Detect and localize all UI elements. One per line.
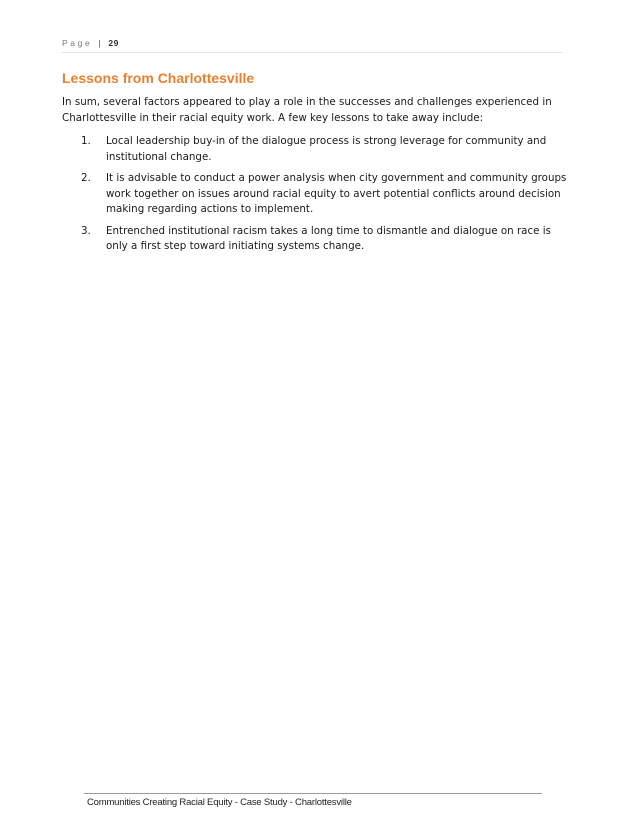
list-item (62, 224, 567, 255)
list-item (62, 134, 567, 165)
page-label: Page (62, 38, 93, 48)
page-separator: | (98, 38, 101, 48)
footer-divider (84, 793, 542, 794)
page-number: 29 (108, 38, 119, 48)
list-item-number: 3. (81, 224, 91, 237)
footer-text: Communities Creating Racial Equity - Case Study - Charlottesville (87, 797, 352, 808)
intro-paragraph: In sum, several factors appeared to play a role in the successes and challenges experienced in Charlottesville in their racial equity work. A few key lessons to take away include: (62, 96, 552, 124)
lessons-list (62, 134, 567, 261)
list-item-text: Entrenched institutional racism takes a long time to dismantle and dialogue on race is only a first step toward initiating systems change. (106, 224, 551, 252)
list-item-text: It is advisable to conduct a power analysis when city government and community groups work together on issues around racial equity to avert potential conflicts around decision making regarding actions to implement. (106, 172, 567, 215)
page-header (62, 38, 119, 48)
list-item-number: 2. (81, 172, 91, 184)
list-item-number: 1. (81, 135, 91, 147)
header-divider (62, 52, 562, 53)
section-title: Lessons from Charlottesville (62, 70, 255, 86)
list-item (62, 171, 567, 218)
list-item-text: Local leadership buy-in of the dialogue process is strong leverage for community and institutional change. (106, 135, 547, 163)
